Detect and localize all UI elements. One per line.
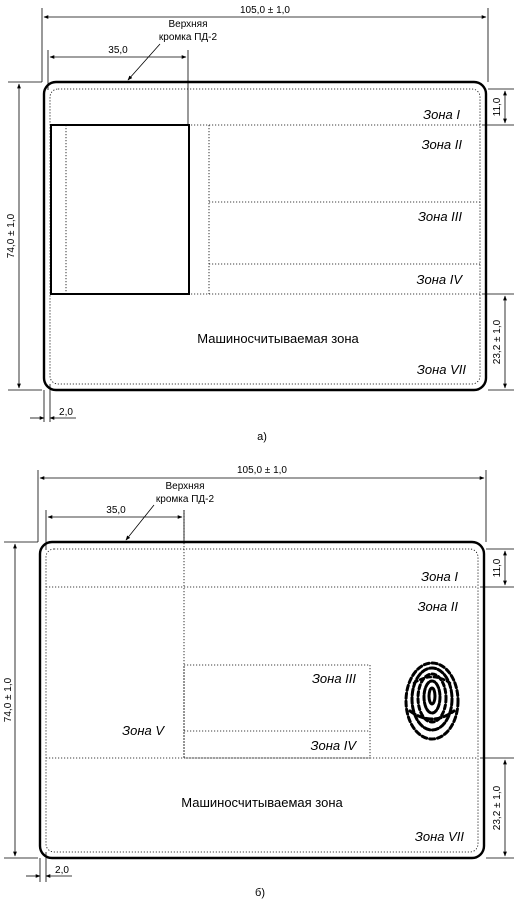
height-dimension-label: 74,0 ± 1,0 [3,677,14,723]
offset-dimension-label: 35,0 [106,505,126,516]
zone-2-label: Зона II [421,137,462,152]
edge-label-line2: кромка ПД-2 [158,32,218,43]
caption-b: б) [255,887,265,899]
zone-2-label: Зона II [417,599,458,614]
edge-leader-line [128,44,160,80]
edge-label-line1: Верхняя [165,481,205,492]
zone-7-label: Зона VII [414,829,464,844]
width-dimension-label: 105,0 ± 1,0 [240,5,290,16]
zone-1-label: Зона I [423,107,460,122]
fingerprint-image [406,663,458,739]
corner-dimension-label: 2,0 [55,865,69,876]
mrz-label: Машиносчитываемая зона [197,331,359,346]
zone-4-label: Зона IV [310,738,356,753]
mrz-dimension-label: 23,2 ± 1,0 [492,785,503,831]
corner-dimension-label: 2,0 [59,407,73,418]
diagram-a [6,5,514,443]
edge-label-line2: кромка ПД-2 [155,494,215,505]
mrz-dimension-label: 23,2 ± 1,0 [492,319,503,365]
zone-5-label: Зона V [122,723,164,738]
mrz-label: Машиносчитываемая зона [181,795,343,810]
diagram-b [3,465,514,899]
offset-dimension-label: 35,0 [108,45,128,56]
zone-4-label: Зона IV [416,272,462,287]
zone1-dimension-label: 11,0 [492,558,503,578]
edge-label-line1: Верхняя [168,19,208,30]
zone-1-label: Зона I [421,569,458,584]
zone-3-label: Зона III [311,671,356,686]
height-dimension-label: 74,0 ± 1,0 [6,213,17,259]
photo-box [51,125,189,294]
zone1-dimension-label: 11,0 [492,97,503,117]
width-dimension-label: 105,0 ± 1,0 [237,465,287,476]
zone-3-label: Зона III [417,209,462,224]
edge-leader-line [126,505,154,540]
zone-7-label: Зона VII [416,362,466,377]
caption-a: а) [257,431,267,443]
